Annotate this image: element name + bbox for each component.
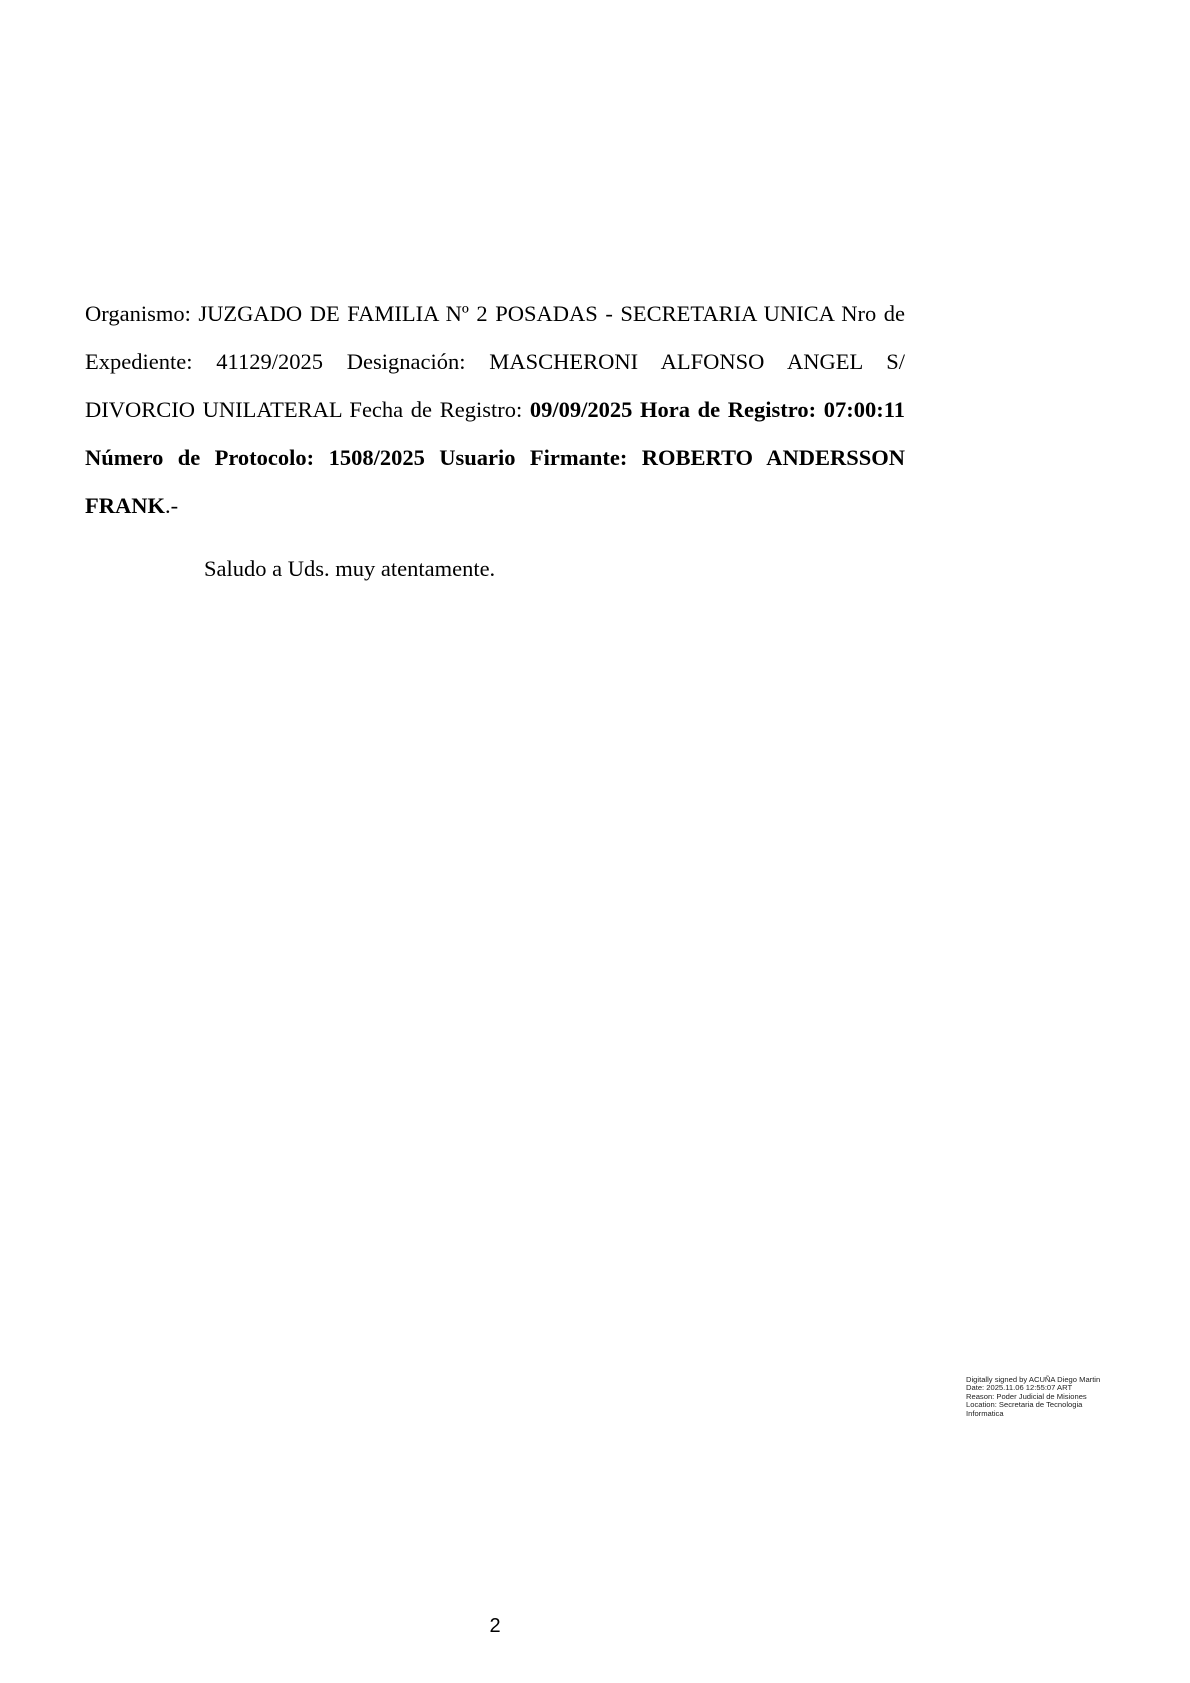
signature-date: Date: 2025.11.06 12:55:07 ART	[966, 1383, 1073, 1393]
signature-location: Location: Secretaria de Tecnologia	[966, 1400, 1083, 1410]
protocol-number-label: Número de Protocolo:	[85, 445, 329, 470]
registration-date: 09/09/2025	[529, 397, 633, 422]
signature-location-continued: Informatica	[966, 1408, 1004, 1418]
registration-paragraph	[85, 290, 905, 530]
signature-signed-by: Digitally signed by ACUÑA Diego Martin	[966, 1375, 1101, 1384]
paragraph-intro-text: Organismo: JUZGADO DE FAMILIA Nº 2 POSADAS - SECRETARIA UNICA Nro de Expediente: 41129/2025 Designación: MASCHERONI ALFONSO ANGEL S/ DIVORCIO UNILATERAL Fecha de Registro:	[85, 301, 905, 422]
page-number: 2	[489, 1615, 501, 1637]
signing-user-label: Usuario Firmante:	[424, 445, 642, 470]
closing-salutation: Saludo a Uds. muy atentamente.	[204, 556, 496, 581]
signature-reason: Reason: Poder Judicial de Misiones	[966, 1391, 1087, 1401]
paragraph-ending: .-	[165, 493, 179, 518]
signing-user-name: ROBERTO ANDERSSON FRANK	[85, 445, 905, 518]
protocol-number: 1508/2025	[328, 445, 425, 470]
registration-time-label: Hora de Registro:	[632, 397, 824, 422]
registration-time: 07:00:11	[823, 397, 906, 422]
digital-signature-stamp	[966, 1376, 1136, 1418]
